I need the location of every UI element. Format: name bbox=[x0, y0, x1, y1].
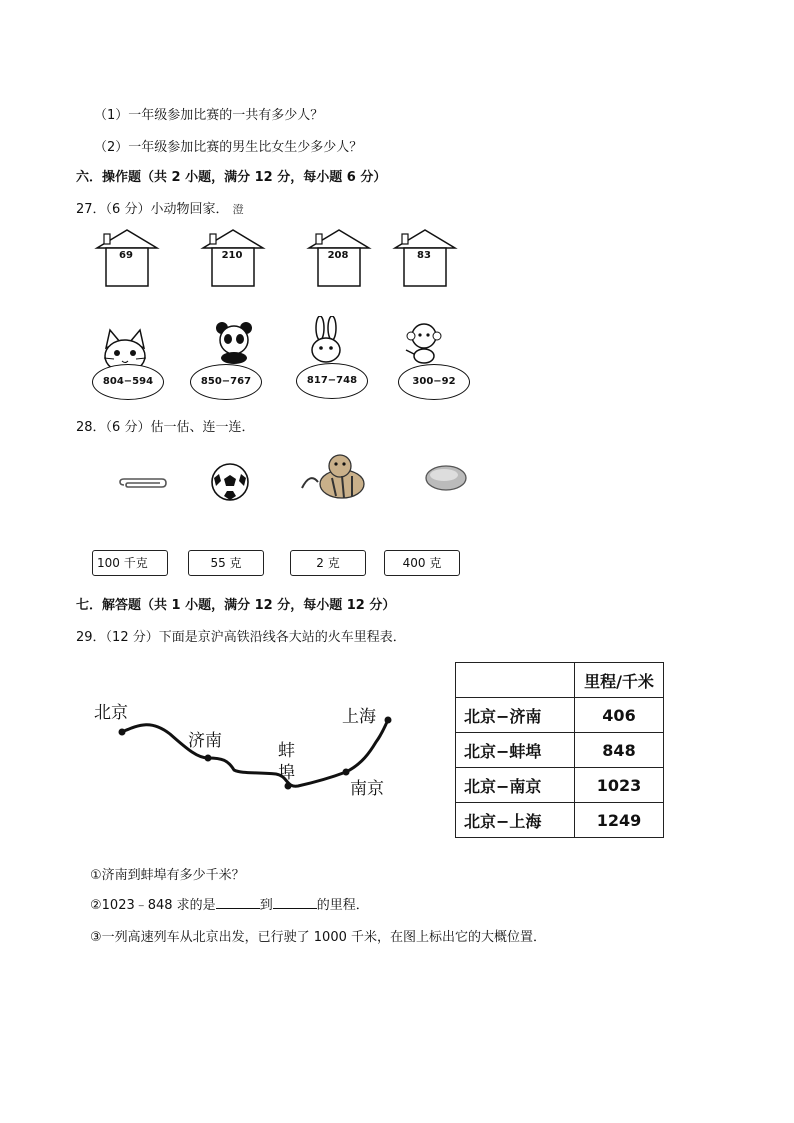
table-row bbox=[456, 768, 664, 803]
q27-title bbox=[76, 198, 244, 217]
km-cell: 1249 bbox=[575, 803, 664, 838]
soccer-ball-icon bbox=[210, 462, 250, 502]
table-row bbox=[456, 698, 664, 733]
sub-question-1-text: 济南到蚌埠有多少千米？ bbox=[101, 868, 245, 883]
sub-question-2-text-b: 到 bbox=[259, 898, 273, 913]
circled-number-2: ② bbox=[90, 898, 102, 913]
house-2 bbox=[198, 228, 268, 288]
section-7-heading: 七．解答题（共 1 小题，满分 12 分，每小题 12 分） bbox=[76, 598, 396, 613]
q26-part-1: （1）一年级参加比赛的一共有多少人？ bbox=[94, 108, 324, 123]
route-cell: 北京−上海 bbox=[456, 803, 575, 838]
route-cell: 北京−蚌埠 bbox=[456, 733, 575, 768]
animal-expression-1: 804−594 bbox=[92, 364, 164, 400]
sub-question-3-text: 一列高速列车从北京出发，已行驶了 1000 千米，在图上标出它的大概位置． bbox=[101, 930, 547, 945]
weight-box-1: 100 千克 bbox=[92, 550, 168, 576]
rabbit-icon bbox=[306, 316, 346, 364]
q26-part-2: （2）一年级参加比赛的男生比女生少多少人？ bbox=[94, 140, 363, 155]
label-bengbu-1: 蚌 bbox=[278, 741, 295, 761]
panda-icon bbox=[214, 320, 254, 364]
animal-expression-4: 300−92 bbox=[398, 364, 470, 400]
house-number: 210 bbox=[221, 250, 243, 261]
table-row bbox=[456, 803, 664, 838]
route-cell: 北京−济南 bbox=[456, 698, 575, 733]
table-header-row bbox=[456, 663, 664, 698]
animal-expression-3: 817−748 bbox=[296, 363, 368, 399]
section-6-heading: 六．操作题（共 2 小题，满分 12 分，每小题 6 分） bbox=[76, 170, 387, 185]
km-cell: 406 bbox=[575, 698, 664, 733]
house-1 bbox=[92, 228, 162, 288]
weight-box-4: 400 克 bbox=[384, 550, 460, 576]
railway-line bbox=[122, 720, 388, 786]
house-3 bbox=[304, 228, 374, 288]
q27-title-text: 27．（6 分）小动物回家． bbox=[76, 202, 229, 217]
q27-mark: 澄 bbox=[232, 203, 244, 216]
sub-question-2-text-c: 的里程． bbox=[316, 898, 369, 913]
animal-expression-2: 850−767 bbox=[190, 364, 262, 400]
station-nanjing-dot bbox=[343, 769, 350, 776]
km-cell: 848 bbox=[575, 733, 664, 768]
station-beijing-dot bbox=[119, 729, 126, 736]
table-row bbox=[456, 733, 664, 768]
house-number: 208 bbox=[327, 250, 349, 261]
weight-box-3: 2 克 bbox=[290, 550, 366, 576]
sub-question-2-text-a: 1023﹣848 求的是 bbox=[101, 898, 216, 913]
station-jinan-dot bbox=[205, 755, 212, 762]
distance-table bbox=[455, 662, 664, 838]
km-cell: 1023 bbox=[575, 768, 664, 803]
sub-question-1 bbox=[90, 864, 245, 883]
paperclip-icon bbox=[118, 476, 168, 494]
answer-blank-1[interactable] bbox=[216, 896, 260, 909]
table-header-distance: 里程/千米 bbox=[575, 663, 664, 698]
house-number: 69 bbox=[119, 250, 133, 261]
route-cell: 北京−南京 bbox=[456, 768, 575, 803]
sub-question-3 bbox=[90, 926, 546, 945]
soap-icon bbox=[424, 464, 468, 492]
sub-question-2 bbox=[90, 894, 369, 913]
label-beijing: 北京 bbox=[94, 703, 128, 723]
circled-number-3: ③ bbox=[90, 930, 102, 945]
tiger-icon bbox=[296, 452, 368, 502]
label-nanjing: 南京 bbox=[350, 779, 384, 799]
weight-box-2: 55 克 bbox=[188, 550, 264, 576]
station-bengbu-dot bbox=[285, 783, 292, 790]
house-number: 83 bbox=[417, 250, 431, 261]
house-4 bbox=[390, 228, 460, 288]
station-shanghai-dot bbox=[385, 717, 392, 724]
table-header-empty bbox=[456, 663, 575, 698]
q29-title: 29．（12 分）下面是京沪高铁沿线各大站的火车里程表． bbox=[76, 630, 406, 645]
q28-title: 28．（6 分）估一估、连一连． bbox=[76, 420, 255, 435]
label-shanghai: 上海 bbox=[342, 707, 376, 727]
circled-number-1: ① bbox=[90, 868, 102, 883]
railway-map bbox=[80, 690, 410, 810]
monkey-icon bbox=[402, 320, 442, 364]
answer-blank-2[interactable] bbox=[273, 896, 317, 909]
label-bengbu-2: 埠 bbox=[278, 763, 295, 783]
label-jinan: 济南 bbox=[188, 731, 222, 751]
